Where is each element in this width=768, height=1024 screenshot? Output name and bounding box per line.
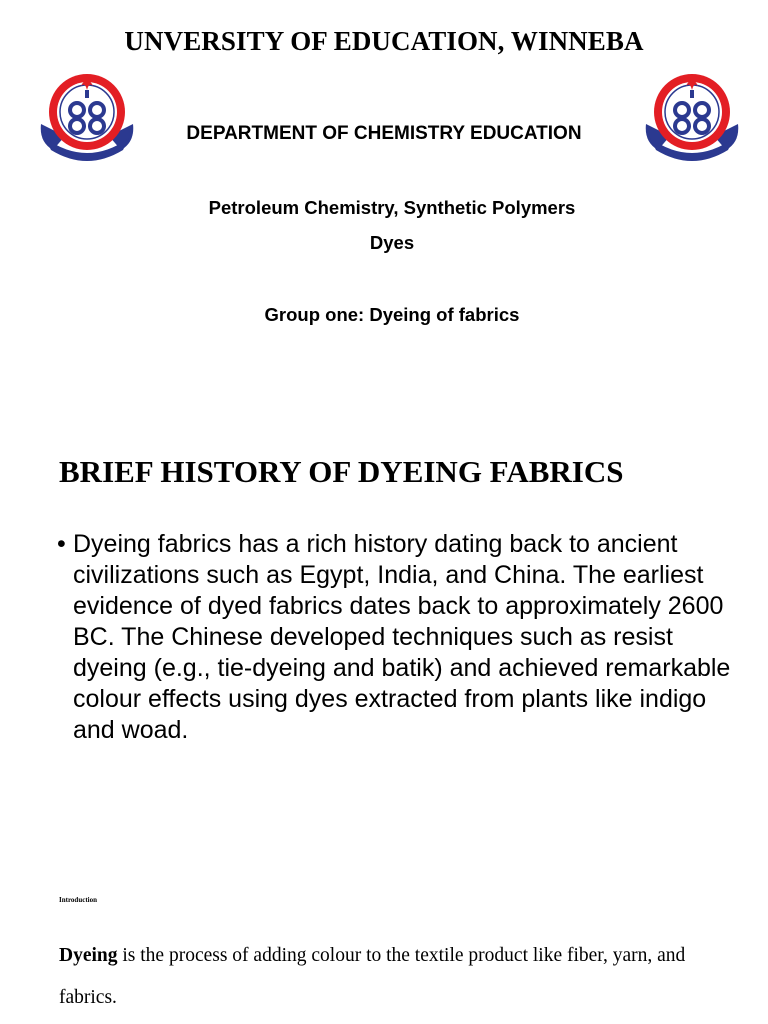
bullet-list <box>57 529 737 746</box>
introduction-heading: Introduction <box>59 896 97 904</box>
group-title: Group one: Dyeing of fabrics <box>264 304 520 325</box>
definition-term: Dyeing <box>59 945 118 966</box>
university-crest-icon <box>636 64 748 164</box>
course-line-1: Petroleum Chemistry, Synthetic Polymers <box>208 197 576 218</box>
department-title: DEPARTMENT OF CHEMISTRY EDUCATION <box>186 123 582 144</box>
course-line-2: Dyes <box>369 232 415 253</box>
definition-paragraph <box>59 935 739 1019</box>
section-heading: BRIEF HISTORY OF DYEING FABRICS <box>59 454 624 489</box>
bullet-paragraph: Dyeing fabrics has a rich history dating back to ancient civilizations such as Egypt, India, and China. The earliest evidence of dyed fabrics dates back to approximately 2600 BC. The Chinese developed techniques such as resist dyeing (e.g., tie-dyeing and batik) and achieved remarkable colour effects using dyes extracted from plants like indigo and woad. <box>73 530 731 744</box>
university-title: UNVERSITY OF EDUCATION, WINNEBA <box>124 26 644 56</box>
bullet-marker: • <box>57 530 66 558</box>
definition-text: is the process of adding colour to the textile product like fiber, yarn, and fabrics. <box>59 945 686 1008</box>
university-crest-icon <box>31 64 143 164</box>
